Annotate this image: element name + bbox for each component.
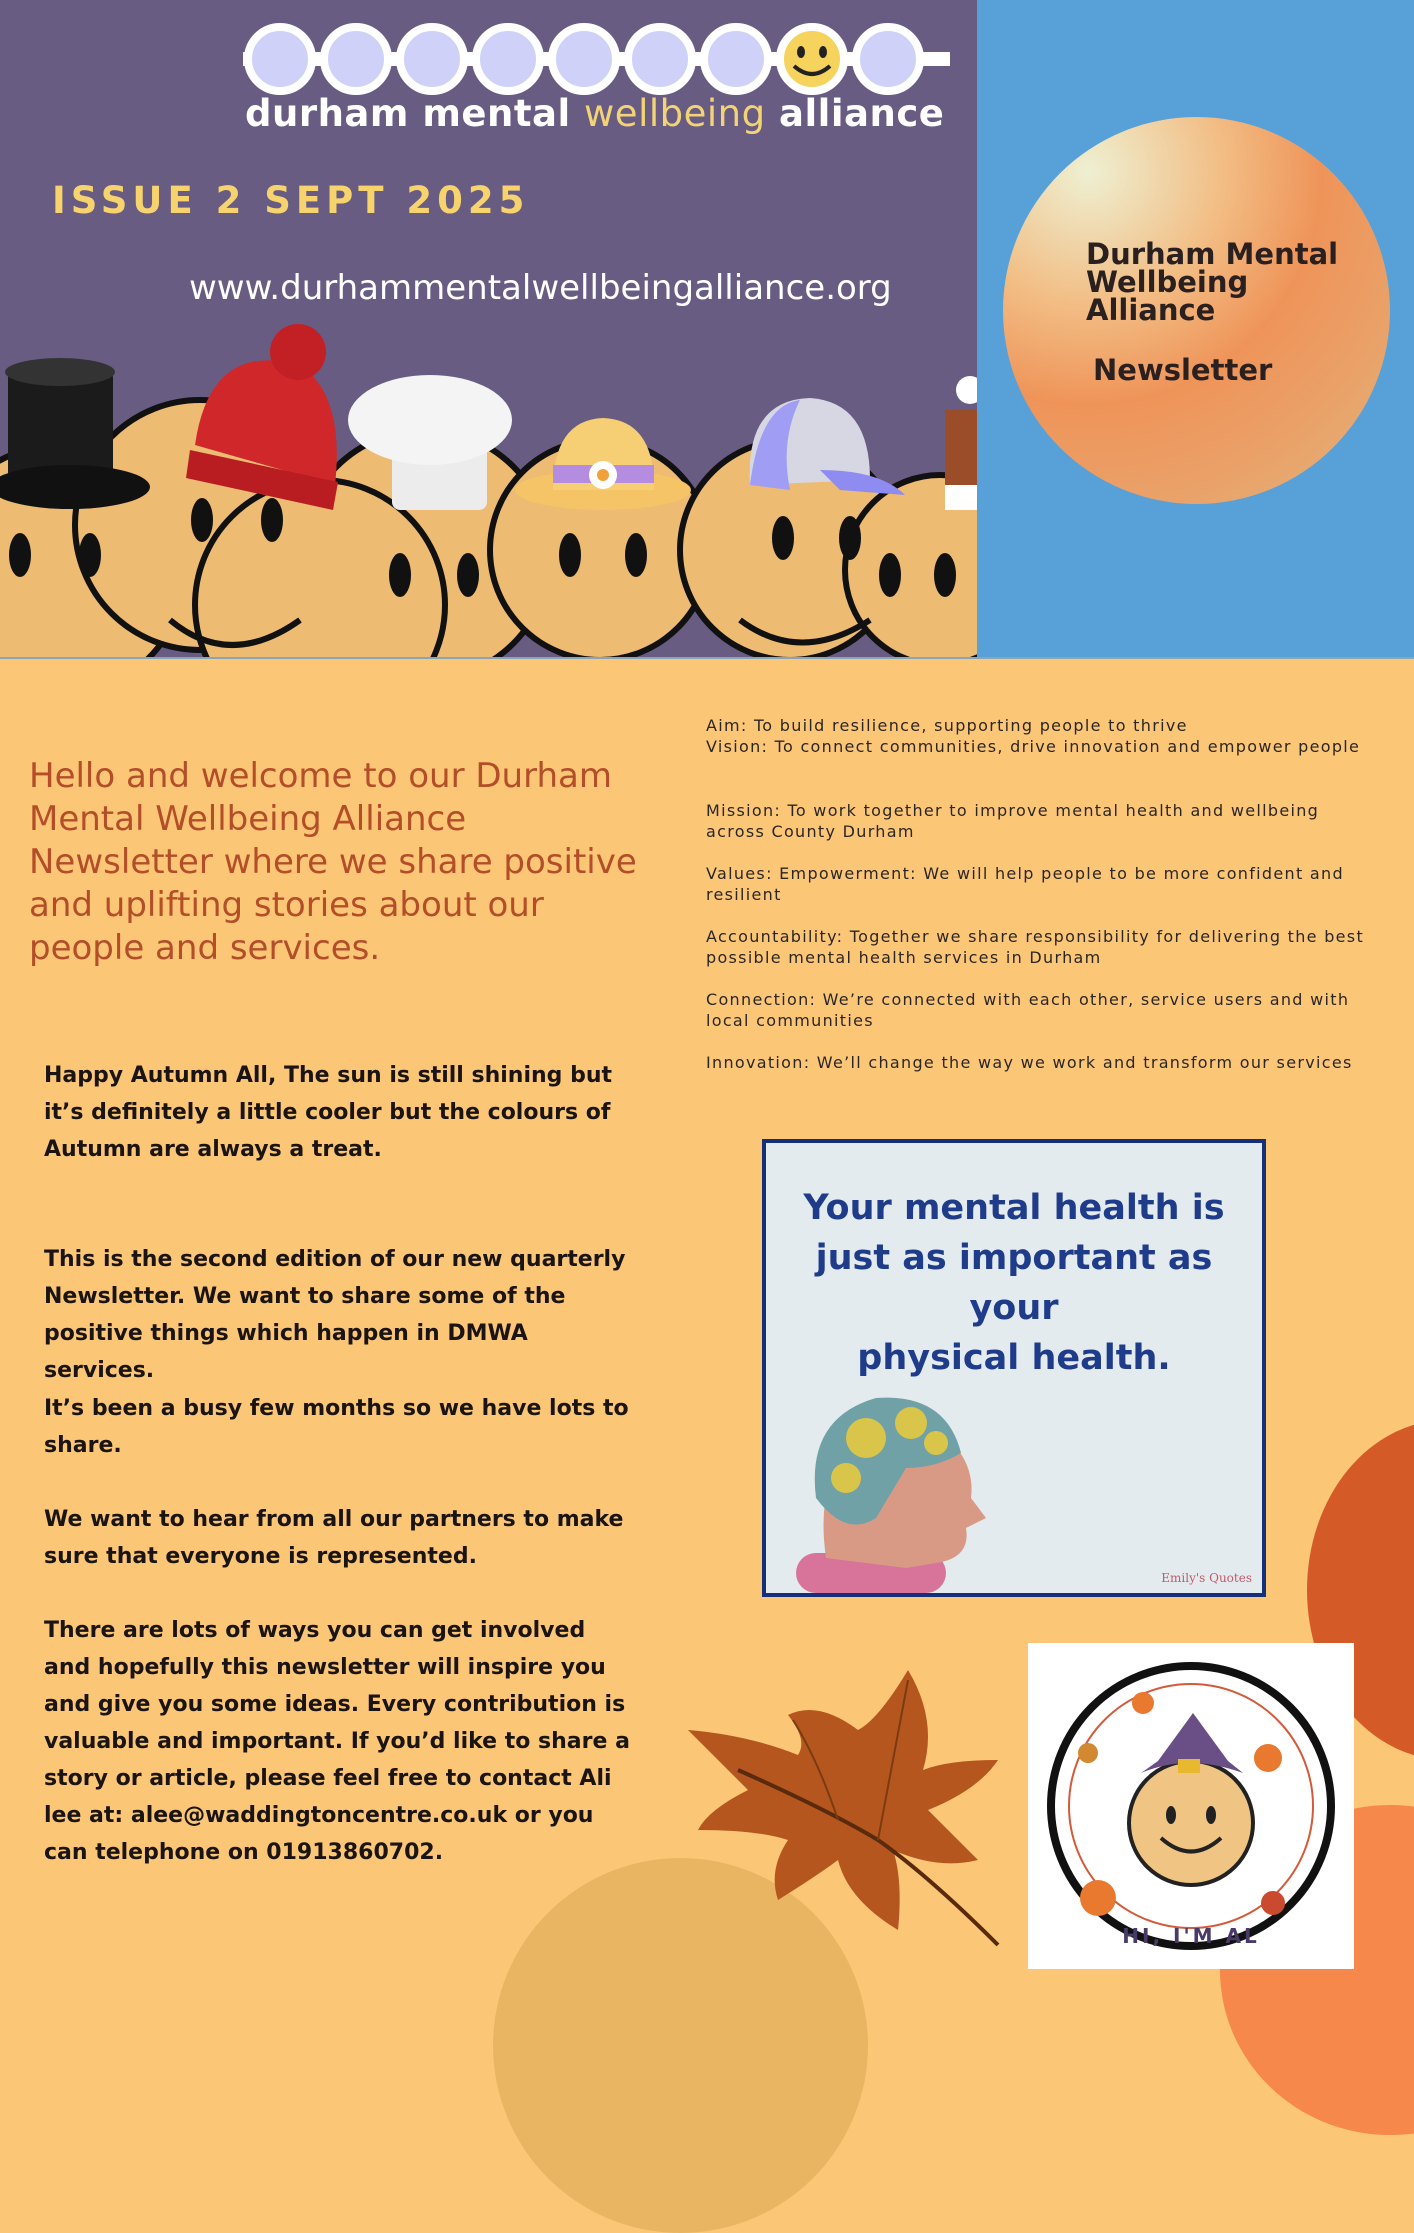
head-with-gears-icon	[786, 1368, 1006, 1593]
vision-statement: Vision: To connect communities, drive innovation and empower people	[706, 737, 1361, 756]
connection-statement: Connection: We’re connected with each other, service users and with local communities	[706, 990, 1350, 1030]
values-statement: Values: Empowerment: We will help people to be more confident and resilient	[706, 864, 1344, 904]
intro-paragraph-2: This is the second edition of our new quarterly Newsletter. We want to share some of the positive things which happen in DMWA services.	[44, 1247, 626, 1383]
intro-paragraph-4: We want to hear from all our partners to make sure that everyone is represented.	[44, 1507, 624, 1569]
logo-word-wellbeing: wellbeing	[584, 92, 766, 135]
issue-label: ISSUE 2 SEPT 2025	[52, 179, 530, 222]
logo-word-durham: durham	[245, 92, 409, 135]
header-banner	[0, 0, 977, 657]
logo-word-alliance: alliance	[779, 92, 945, 135]
innovation-statement: Innovation: We’ll change the way we work and transform our services	[706, 1053, 1353, 1072]
mission-statement: Mission: To work together to improve mental health and wellbeing across County Durham	[706, 801, 1320, 841]
intro-paragraph-1: Happy Autumn All, The sun is still shining but it’s definitely a little cooler but the colours of Autumn are always a treat.	[44, 1063, 613, 1162]
mascot-sticker	[1028, 1643, 1354, 1969]
badge-title: Durham Mental Wellbeing Alliance	[1086, 237, 1339, 327]
poster-line-3: physical health.	[857, 1338, 1171, 1378]
logo-word-mental: mental	[422, 92, 571, 135]
website-link[interactable]: www.durhammentalwellbeingalliance.org	[189, 268, 892, 308]
badge-subtitle: Newsletter	[1093, 353, 1273, 387]
logo-circles	[243, 22, 950, 96]
sticker-caption: HI, I'M AL	[1122, 1924, 1260, 1948]
mental-health-poster	[762, 1139, 1266, 1597]
poster-credit: Emily's Quotes	[1161, 1571, 1252, 1585]
baseball-cap-icon	[750, 398, 905, 495]
autumn-leaf-icon	[678, 1660, 1018, 1950]
accountability-statement: Accountability: Together we share responsibility for delivering the best possible mental health services in Durham	[706, 927, 1365, 967]
aim-statement: Aim: To build resilience, supporting people to thrive	[706, 716, 1188, 735]
red-beanie-icon	[186, 324, 338, 510]
logo-wordmark	[245, 92, 945, 135]
hatted-smiley-faces-illustration	[0, 320, 977, 657]
intro-paragraph-5: There are lots of ways you can get involved and hopefully this newsletter will inspire you and give you some ideas. Every contribution is valuable and important. If you’d like to share a story or article, please feel free to contact Ali lee at: alee@waddingtoncentre.co.uk or you can telephone on 01913860702.	[44, 1618, 630, 1865]
poster-line-2: just as important as your	[815, 1238, 1213, 1328]
knitted-hat-icon	[945, 376, 977, 510]
poster-line-1: Your mental health is	[803, 1188, 1225, 1228]
header-divider	[0, 657, 1414, 659]
intro-paragraph-3: It’s been a busy few months so we have lots to share.	[44, 1396, 629, 1458]
smiley-logo-icon	[780, 27, 844, 91]
halloween-smiley-icon	[1028, 1643, 1354, 1969]
welcome-heading: Hello and welcome to our Durham Mental Wellbeing Alliance Newsletter where we share positive and uplifting stories about our people and services.	[29, 756, 637, 968]
poster-quote	[766, 1183, 1262, 1383]
